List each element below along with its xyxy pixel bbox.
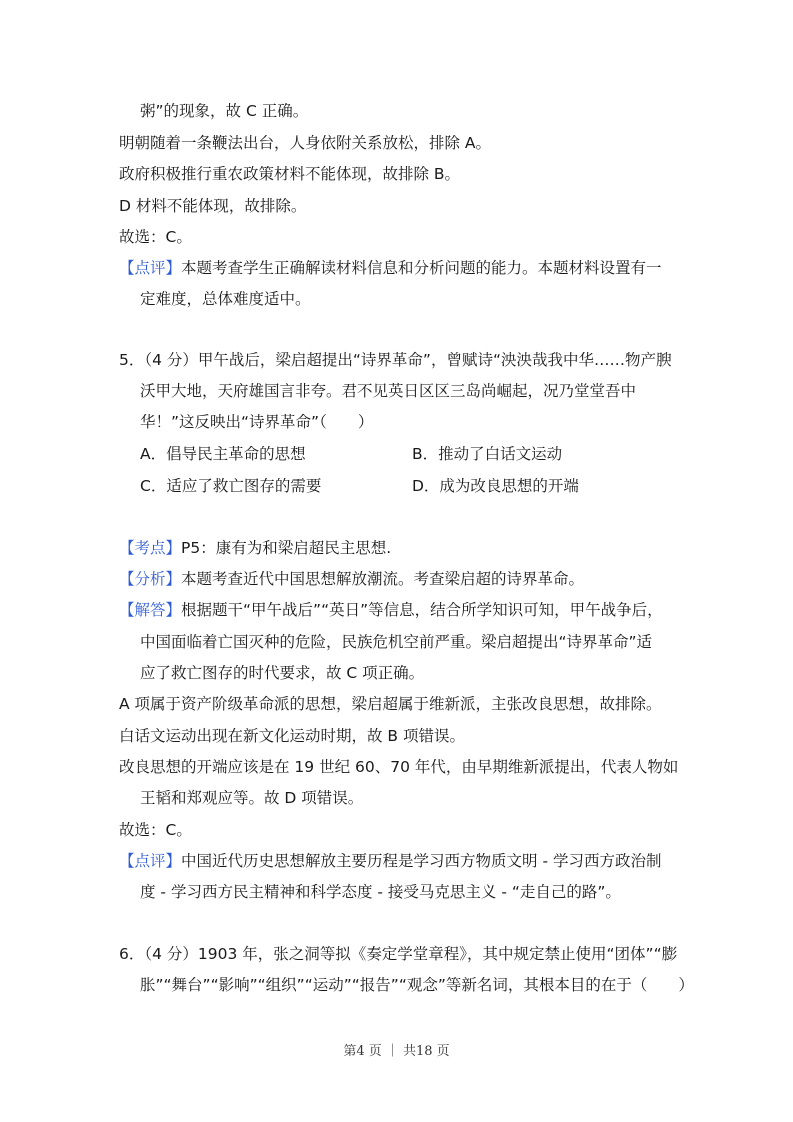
dianping-text: 中国近代历史思想解放主要历程是学习西方物质文明 - 学习西方政治制 bbox=[181, 852, 662, 870]
prev-comment-line-2: 定难度，总体难度适中。 bbox=[140, 290, 311, 308]
q5-option-b: B．推动了白话文运动 bbox=[412, 445, 563, 463]
prev-line-2: 明朝随着一条鞭法出台，人身依附关系放松，排除 A。 bbox=[119, 134, 492, 152]
dianping-tag: 【点评】 bbox=[119, 852, 182, 870]
q5-jieda-line-2: 中国面临着亡国灭种的危险，民族危机空前严重。梁启超提出“诗界革命”适 bbox=[140, 633, 653, 651]
q5-stem-line-1: 5．（4 分）甲午战后，梁启超提出“诗界革命”，曾赋诗“泱泱哉我中华……物产腴 bbox=[119, 351, 672, 369]
q5-option-c: C．适应了救亡图存的需要 bbox=[140, 477, 322, 495]
jieda-tag: 【解答】 bbox=[119, 601, 182, 619]
q5-stem-line-2: 沃甲大地，天府雄国言非夸。君不见英日区区三岛尚崛起，况乃堂堂吾中 bbox=[140, 382, 637, 400]
q5-stem-line-3: 华！”这反映出“诗界革命”（ ） bbox=[140, 413, 374, 431]
prev-comment bbox=[119, 258, 662, 278]
page-footer: 第4 页 ｜ 共18 页 bbox=[343, 1044, 450, 1059]
q5-answer: 故选：C。 bbox=[119, 821, 192, 839]
jieda-text: 根据题干“甲午战后”“英日”等信息，结合所学知识可知，甲午战争后， bbox=[181, 601, 663, 619]
q5-fenxi bbox=[119, 569, 584, 589]
q5-dianping bbox=[119, 851, 661, 871]
comment-tag: 【点评】 bbox=[119, 259, 182, 277]
prev-line-4: D 材料不能体现，故排除。 bbox=[119, 197, 307, 215]
q5-option-d-analysis-2: 王韬和郑观应等。故 D 项错误。 bbox=[140, 789, 364, 807]
q5-jieda-line-3: 应了救亡图存的时代要求，故 C 项正确。 bbox=[140, 664, 425, 682]
prev-line-1: 粥”的现象，故 C 正确。 bbox=[140, 102, 309, 120]
q5-option-a-analysis: A 项属于资产阶级革命派的思想，梁启超属于维新派，主张改良思想，故排除。 bbox=[119, 695, 662, 713]
q5-option-b-analysis: 白话文运动出现在新文化运动时期，故 B 项错误。 bbox=[119, 727, 465, 745]
q6-stem-line-1: 6．（4 分）1903 年，张之洞等拟《奏定学堂章程》，其中规定禁止使用“团体”“膨 bbox=[119, 945, 678, 963]
comment-text: 本题考查学生正确解读材料信息和分析问题的能力。本题材料设置有一 bbox=[181, 259, 662, 277]
q6-stem-line-2: 胀”“舞台”“影响”“组织”“运动”“报告”“观念”等新名词，其根本目的在于（ ） bbox=[140, 976, 694, 994]
kaodian-tag: 【考点】 bbox=[119, 539, 182, 557]
kaodian-text: P5：康有为和梁启超民主思想. bbox=[181, 539, 392, 557]
fenxi-text: 本题考查近代中国思想解放潮流。考查梁启超的诗界革命。 bbox=[181, 570, 585, 588]
prev-line-3: 政府积极推行重农政策材料不能体现，故排除 B。 bbox=[119, 165, 461, 183]
fenxi-tag: 【分析】 bbox=[119, 570, 182, 588]
q5-kaodian bbox=[119, 538, 391, 558]
q5-jieda bbox=[119, 600, 663, 620]
prev-answer: 故选：C。 bbox=[119, 228, 192, 246]
q5-option-d-analysis-1: 改良思想的开端应该是在 19 世纪 60、70 年代，由早期维新派提出，代表人物如 bbox=[119, 758, 679, 776]
q5-option-a: A．倡导民主革命的思想 bbox=[140, 445, 306, 463]
q5-option-d: D．成为改良思想的开端 bbox=[412, 477, 579, 495]
q5-dianping-line-2: 度 - 学习西方民主精神和科学态度 - 接受马克思主义 - “走自己的路”。 bbox=[140, 883, 621, 901]
